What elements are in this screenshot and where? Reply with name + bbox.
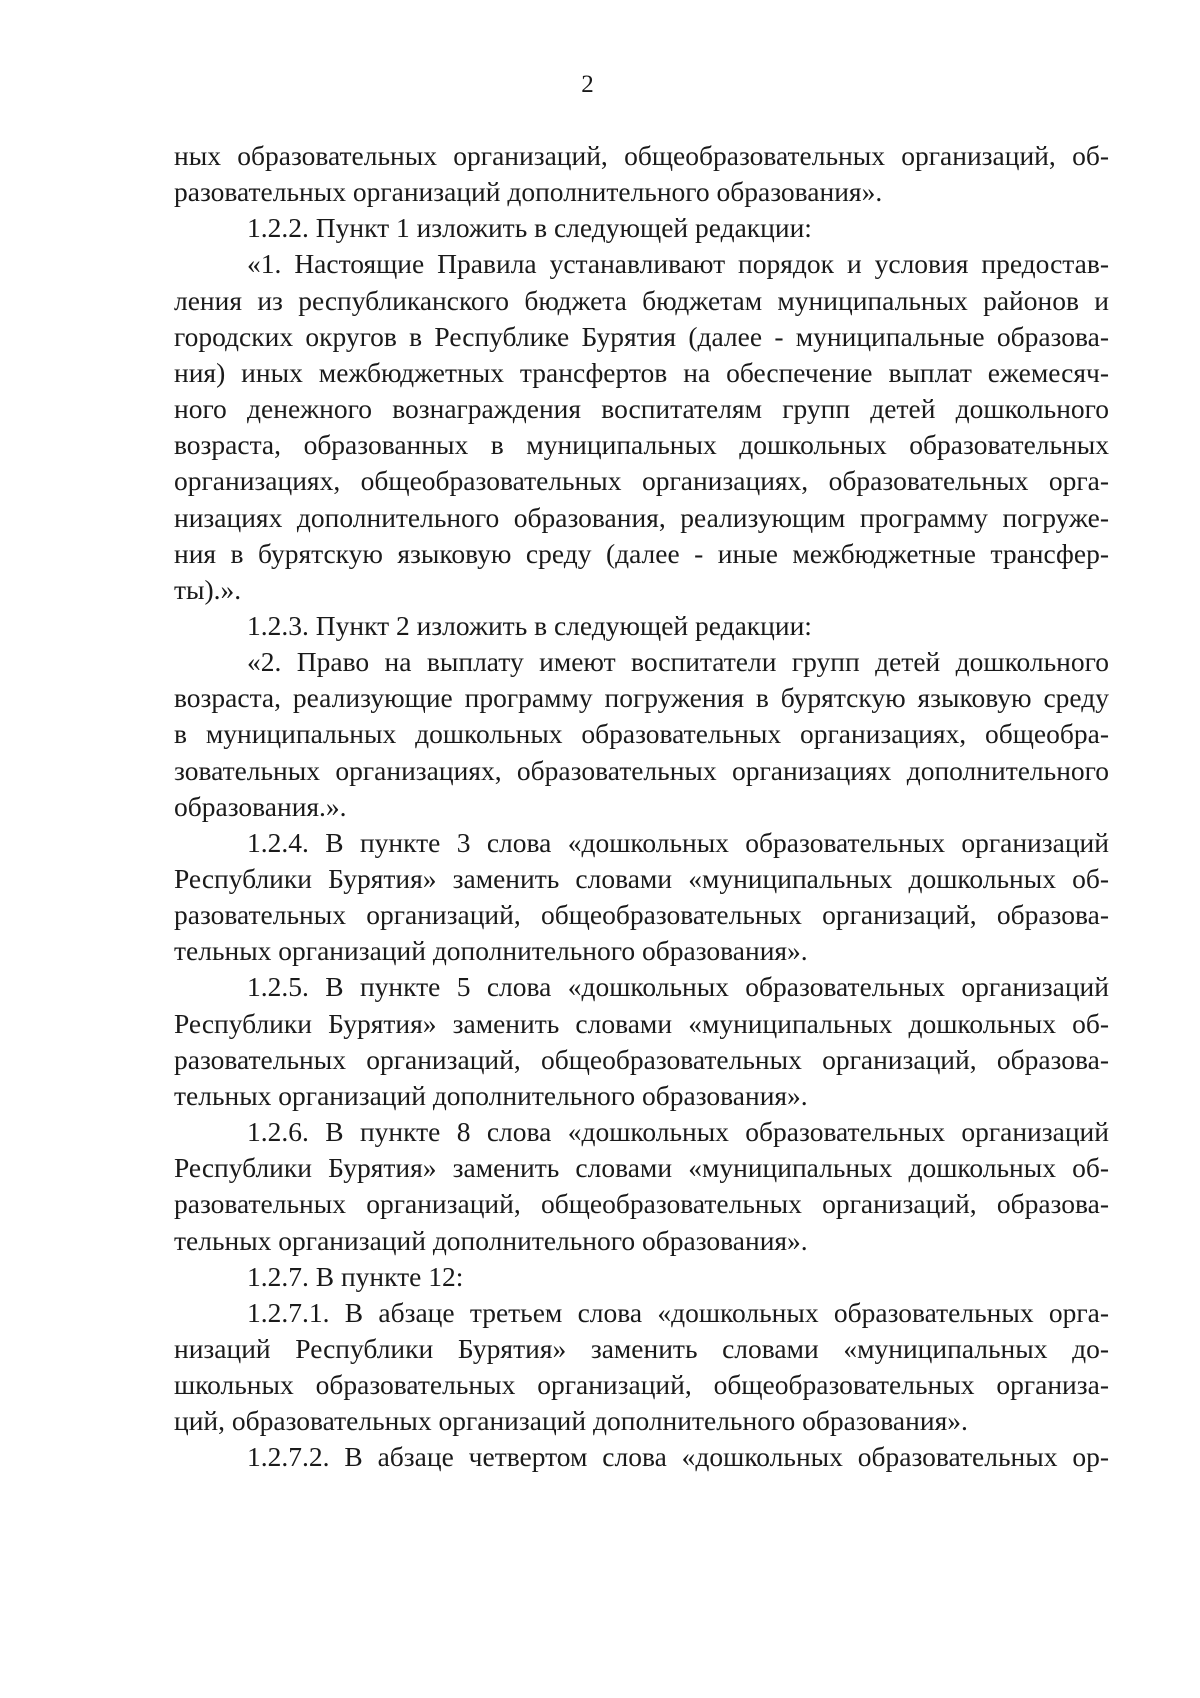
text-line: тельных организаций дополнительного образования».	[174, 935, 808, 967]
text-line: разовательных организаций, общеобразовательных организаций, образова-	[174, 899, 1109, 931]
text-line: ты).».	[174, 573, 242, 605]
text-line: ных образовательных организаций, общеобразовательных организаций, об-	[174, 140, 1109, 171]
text-line: разовательных организаций, общеобразовательных организаций, образова-	[174, 1188, 1109, 1220]
text-line: Республики Бурятия» заменить словами «муниципальных дошкольных об-	[174, 1152, 1109, 1184]
text-line: 1.2.7. В пункте 12:	[247, 1260, 464, 1292]
text-line: Республики Бурятия» заменить словами «муниципальных дошкольных об-	[174, 863, 1109, 894]
text-line: зовательных организациях, образовательных организациях дополнительного	[174, 754, 1109, 786]
text-line: разовательных организаций дополнительного образования».	[174, 176, 883, 208]
text-line: 1.2.7.1. В абзаце третьем слова «дошкольных образовательных орга-	[247, 1296, 1109, 1328]
text-line: тельных организаций дополнительного образования».	[174, 1079, 808, 1111]
text-line: возраста, реализующие программу погружения в бурятскую языковую среду	[174, 682, 1109, 714]
text-line: 1.2.6. В пункте 8 слова «дошкольных образовательных организаций	[247, 1116, 1109, 1148]
text-line: возраста, образованных в муниципальных дошкольных образовательных	[174, 429, 1109, 461]
text-line: «2. Право на выплату имеют воспитатели групп детей дошкольного	[247, 646, 1109, 678]
text-line: 1.2.4. В пункте 3 слова «дошкольных образовательных организаций	[247, 826, 1109, 858]
text-line: ния в бурятскую языковую среду (далее - иные межбюджетные трансфер-	[174, 537, 1109, 569]
text-line: в муниципальных дошкольных образовательных организациях, общеобра-	[174, 718, 1109, 750]
text-line: Республики Бурятия» заменить словами «муниципальных дошкольных об-	[174, 1007, 1109, 1039]
text-line: тельных организаций дополнительного образования».	[174, 1224, 808, 1256]
page-number: 2	[581, 71, 594, 98]
text-line: образования.».	[174, 790, 347, 822]
text-line: 1.2.2. Пункт 1 изложить в следующей редакции:	[247, 212, 812, 244]
text-line: школьных образовательных организаций, общеобразовательных организа-	[174, 1369, 1109, 1401]
text-line: разовательных организаций, общеобразовательных организаций, образова-	[174, 1043, 1109, 1075]
text-line: городских округов в Республике Бурятия (далее - муниципальные образова-	[174, 320, 1109, 352]
text-line: 1.2.7.2. В абзаце четвертом слова «дошкольных образовательных ор-	[247, 1441, 1109, 1473]
text-line: 1.2.5. В пункте 5 слова «дошкольных образовательных организаций	[247, 971, 1109, 1003]
text-line: ления из республиканского бюджета бюджетам муниципальных районов и	[174, 284, 1109, 316]
text-line: ного денежного вознаграждения воспитателям групп детей дошкольного	[174, 393, 1109, 425]
text-line: ций, образовательных организаций дополнительного образования».	[174, 1405, 968, 1437]
text-line: низаций Республики Бурятия» заменить словами «муниципальных до-	[174, 1332, 1109, 1364]
text-line: низациях дополнительного образования, реализующим программу погруже-	[174, 501, 1109, 533]
text-line: «1. Настоящие Правила устанавливают порядок и условия предостав-	[247, 248, 1109, 280]
text-line: 1.2.3. Пункт 2 изложить в следующей редакции:	[247, 609, 812, 641]
text-line: организациях, общеобразовательных организациях, образовательных орга-	[174, 465, 1109, 497]
text-line: ния) иных межбюджетных трансфертов на обеспечение выплат ежемесяч-	[174, 356, 1109, 388]
